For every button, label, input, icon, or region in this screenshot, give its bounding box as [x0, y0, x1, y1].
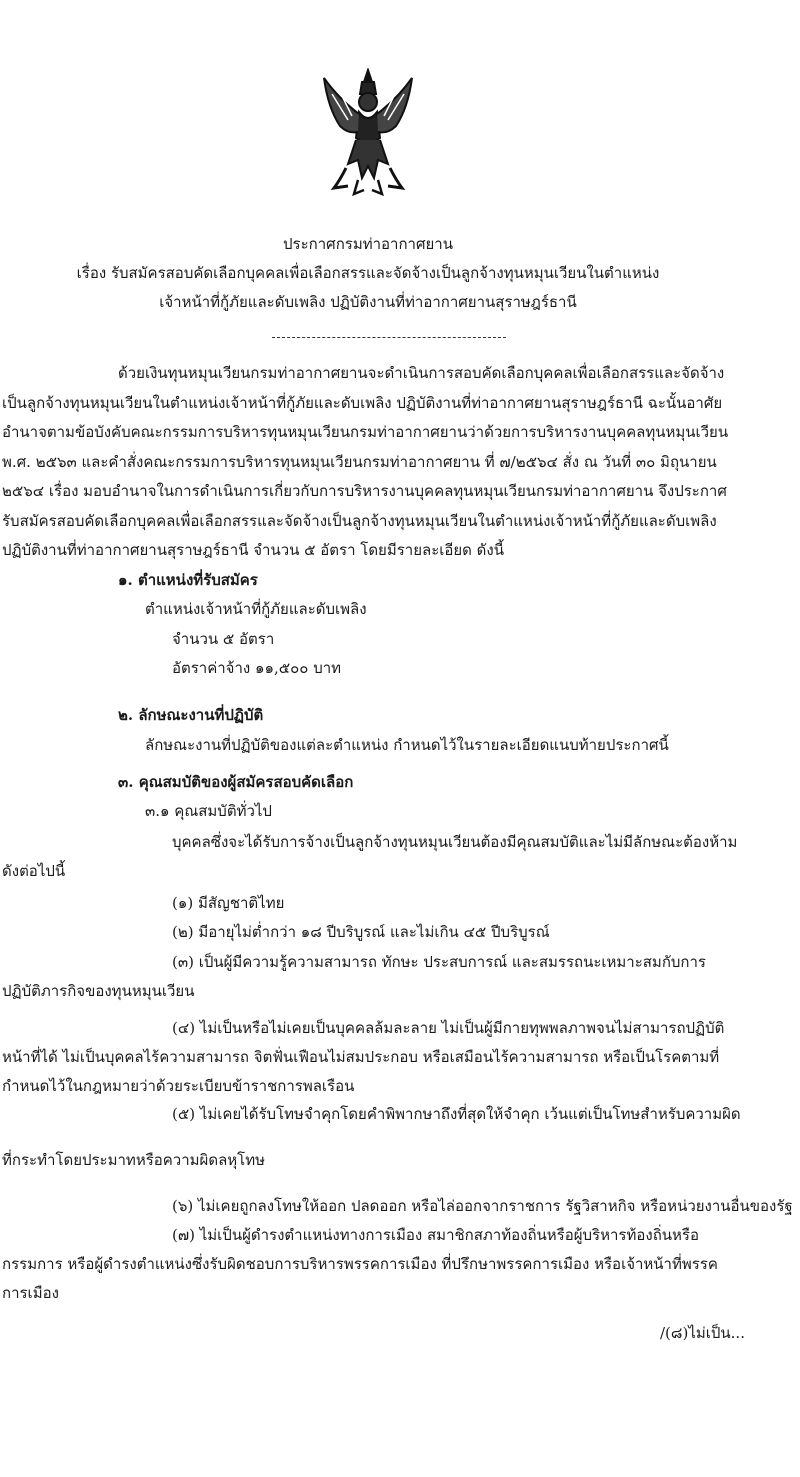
section-3-1-heading: ๓.๑ คุณสมบัติทั่วไป	[145, 802, 272, 820]
qualification-item: (๑) มีสัญชาติไทย	[172, 894, 285, 912]
qualification-item: ปฏิบัติภารกิจของทุนหมุนเวียน	[2, 982, 195, 1000]
intro-line: ด้วยเงินทุนหมุนเวียนกรมท่าอากาศยานจะดำเนินการสอบคัดเลือกบุคคลเพื่อเลือกสรรและจัดจ้าง	[118, 364, 725, 382]
qualification-item: (๓) เป็นผู้มีความรู้ความสามารถ ทักษะ ประสบการณ์ และสมรรถนะเหมาะสมกับการ	[172, 953, 706, 971]
qualification-lead: บุคคลซึ่งจะได้รับการจ้างเป็นลูกจ้างทุนหมุนเวียนต้องมีคุณสมบัติและไม่มีลักษณะต้องห้าม	[172, 833, 738, 851]
position-name: ตำแหน่งเจ้าหน้าที่กู้ภัยและดับเพลิง	[145, 600, 367, 618]
intro-line: รับสมัครสอบคัดเลือกบุคคลเพื่อเลือกสรรและจัดจ้างเป็นลูกจ้างทุนหมุนเวียนในตำแหน่งเจ้าหน้าที่กู้ภัยและดับเพลิง	[2, 512, 717, 530]
qualification-item: กำหนดไว้ในกฎหมายว่าด้วยระเบียบข้าราชการพลเรือน	[2, 1077, 355, 1095]
qualification-item: การเมือง	[2, 1284, 59, 1302]
position-wage: อัตราค่าจ้าง ๑๑,๕๐๐ บาท	[172, 659, 342, 677]
intro-line: พ.ศ. ๒๕๖๓ และคำสั่งคณะกรรมการบริหารทุนหมุนเวียนกรมท่าอากาศยาน ที่ ๗/๒๕๖๔ สั่ง ณ วันที่ ๓๐ มิถุนายน	[2, 453, 717, 471]
section-2-text: ลักษณะงานที่ปฏิบัติของแต่ละตำแหน่ง กำหนดไว้ในรายละเอียดแนบท้ายประกาศนี้	[145, 736, 669, 754]
qualification-item: (๖) ไม่เคยถูกลงโทษให้ออก ปลดออก หรือไล่ออกจากราชการ รัฐวิสาหกิจ หรือหน่วยงานอื่นของรัฐ	[172, 1197, 793, 1215]
qualification-item: หน้าที่ได้ ไม่เป็นบุคคลไร้ความสามารถ จิตฟั่นเฟือนไม่สมประกอบ หรือเสมือนไร้ความสามารถ หรือเป็นโรคตามที่	[2, 1048, 720, 1066]
intro-line: ๒๕๖๔ เรื่อง มอบอำนาจในการดำเนินการเกี่ยวกับการบริหารงานบุคคลทุนหมุนเวียนกรมท่าอากาศยาน จึงประกาศ	[2, 482, 727, 500]
position-count: จำนวน ๕ อัตรา	[172, 630, 275, 648]
subject-line-2: เจ้าหน้าที่กู้ภัยและดับเพลิง ปฏิบัติงานที่ท่าอากาศยานสุราษฎร์ธานี	[159, 293, 577, 311]
section-3-heading: ๓. คุณสมบัติของผู้สมัครสอบคัดเลือก	[118, 773, 354, 791]
section-2-heading: ๒. ลักษณะงานที่ปฏิบัติ	[118, 706, 264, 724]
qualification-item: (๗) ไม่เป็นผู้ดำรงตำแหน่งทางการเมือง สมาชิกสภาท้องถิ่นหรือผู้บริหารท้องถิ่นหรือ	[172, 1226, 699, 1244]
qualification-item: ที่กระทำโดยประมาทหรือความผิดลหุโทษ	[2, 1151, 265, 1169]
title-separator	[272, 337, 506, 338]
intro-line: ปฏิบัติงานที่ท่าอากาศยานสุราษฎร์ธานี จำนวน ๕ อัตรา โดยมีรายละเอียด ดังนี้	[2, 541, 505, 559]
qualification-item: กรรมการ หรือผู้ดำรงตำแหน่งซึ่งรับผิดชอบการบริหารพรรคการเมือง ที่ปรึกษาพรรคการเมือง หรือเจ้าหน้าที่พรรค	[2, 1255, 718, 1273]
qualification-lead: ดังต่อไปนี้	[2, 862, 66, 880]
qualification-item: (๕) ไม่เคยได้รับโทษจำคุกโดยคำพิพากษาถึงที่สุดให้จำคุก เว้นแต่เป็นโทษสำหรับความผิด	[172, 1105, 741, 1123]
announcement-title: ประกาศกรมท่าอากาศยาน	[283, 235, 453, 253]
intro-line: เป็นลูกจ้างทุนหมุนเวียนในตำแหน่งเจ้าหน้าที่กู้ภัยและดับเพลิง ปฏิบัติงานที่ท่าอากาศยานสุราษฎร์ธานี ฉะนั้นอาศัย	[2, 394, 723, 412]
page-continuation: /(๘)ไม่เป็น...	[660, 1324, 745, 1342]
intro-line: อำนาจตามข้อบังคับคณะกรรมการบริหารทุนหมุนเวียนกรมท่าอากาศยานว่าด้วยการบริหารงานบุคคลทุนหมุนเวียน	[2, 423, 729, 441]
qualification-item: (๔) ไม่เป็นหรือไม่เคยเป็นบุคคลล้มละลาย ไม่เป็นผู้มีกายทุพพลภาพจนไม่สามารถปฏิบัติ	[172, 1019, 725, 1037]
section-1-heading: ๑. ตำแหน่งที่รับสมัคร	[118, 571, 258, 589]
qualification-item: (๒) มีอายุไม่ต่ำกว่า ๑๘ ปีบริบูรณ์ และไม่เกิน ๔๕ ปีบริบูรณ์	[172, 923, 550, 941]
garuda-emblem-icon	[318, 68, 418, 196]
subject-line-1: เรื่อง รับสมัครสอบคัดเลือกบุคคลเพื่อเลือกสรรและจัดจ้างเป็นลูกจ้างทุนหมุนเวียนในตำแหน่ง	[76, 264, 660, 282]
